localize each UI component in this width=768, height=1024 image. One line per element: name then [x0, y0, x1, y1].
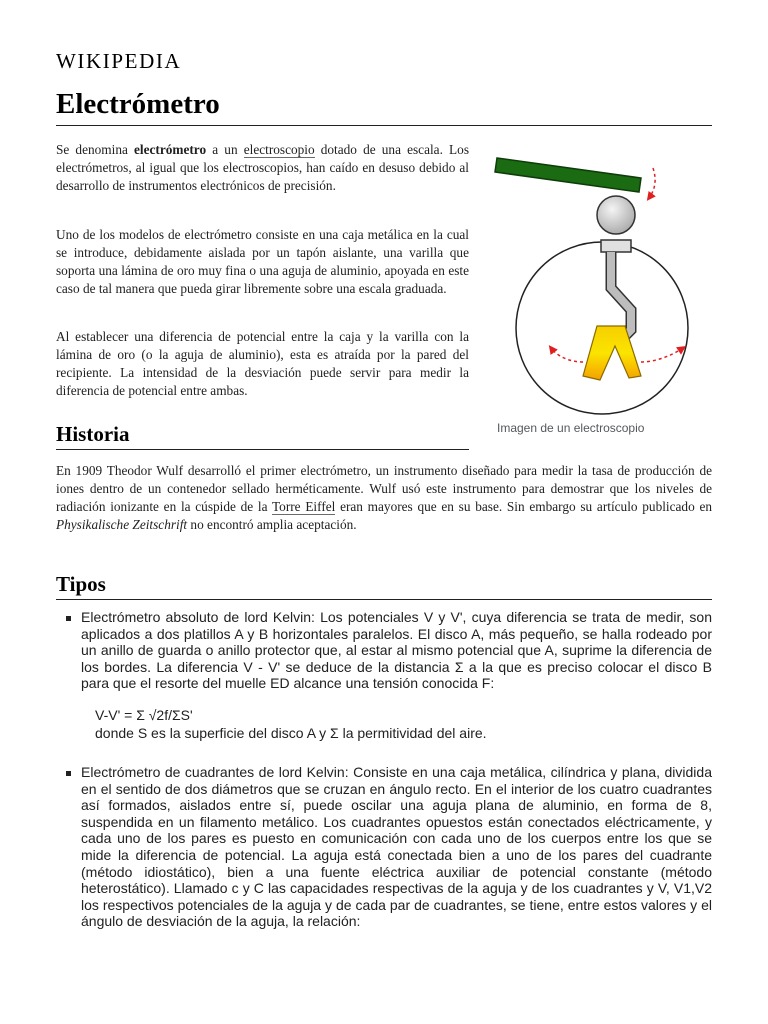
leaf-arrow-left	[551, 348, 583, 362]
charging-rod	[495, 158, 641, 192]
historia-text: no encontró amplia aceptación.	[187, 517, 357, 532]
intro-text: dotado de una escala. Los electrómetros, al igual que los electroscopios, han caído en desuso debido al desarrollo de instrumentos electrónicos de precisión.	[56, 142, 469, 193]
electroscopio-link[interactable]: electroscopio	[243, 142, 315, 157]
intro-text: a un	[206, 142, 244, 157]
intro-paragraph-3: Al establecer una diferencia de potencial entre la caja y la varilla con la lámina de oro (o la aguja de aluminio), esta es atraída por la pared del recipiente. La intensidad de la desviación puede servir para medir la diferencia de potencial entre ambas.	[56, 329, 469, 398]
list-item-text: Electrómetro de cuadrantes de lord Kelvin: Consiste en una caja metálica, cilíndrica y plana, dividida en el sentido de dos diámetros que se cruzan en ángulo recto. En el interior de los cuatro cuadrantes así formados, aislados entre sí, puede oscilar una aguja plana de aluminio, en forma de 8, suspendida en un filamento metálico. Los cuadrantes opuestos están conectados eléctricamente, y cada uno de los pares es puesto en comunicación con cada uno de los cuerpos entre los que se mide la diferencia de potencial. La aguja está conectada bien a uno de los pares del cuadrante (método idiostático), bien a una fuente eléctrica auxiliar de potencial constante (método heterostático). Llamado c y C las capacidades respectivas de la aguja y de los cuadrantes y V, V1,V2 los respectivos potenciales de la aguja y de cada par de cuadrantes, se tiene, entre estos valores y el ángulo de desviación de la aguja, la relación:	[81, 763, 712, 930]
list-item-text: Electrómetro absoluto de lord Kelvin: Los potenciales V y V', cuya diferencia se trata de medir, son aplicados a dos platillos A y B horizontales paralelos. El disco A, más pequeño, se halla rodeado por un anillo de guarda o anillo protector que, al estar al mismo potencial que A, suprime la diferencia de los bordes. La diferencia V - V' se deduce de la distancia Σ a la que es preciso colocar el disco B para que el resorte del muelle ED alcance una tensión conocida F:	[81, 609, 712, 692]
historia-text: En 1909 Theodor Wulf desarrolló el primer electrómetro, un instrumento diseñado para medir la tasa de producción de iones dentro de un contenedor sellado herméticamente. Wulf usó este instrumento para demostrar que los niveles de radiación ionizante en la cúspide de la	[56, 463, 712, 514]
formula-block	[81, 706, 712, 742]
term-bold: electrómetro	[134, 142, 207, 157]
rod-arrow	[649, 168, 655, 198]
intro-paragraph-1	[56, 141, 469, 195]
section-heading-historia: Historia	[56, 420, 469, 450]
list-item	[64, 609, 712, 742]
section-heading-tipos: Tipos	[56, 570, 712, 600]
insulator-plug	[601, 240, 631, 252]
electroscope-figure	[493, 140, 713, 420]
tipos-list	[64, 609, 712, 952]
journal-name: Physikalische Zeitschrift	[56, 517, 188, 532]
wikipedia-logo[interactable]: WIKIPEDIA	[56, 49, 182, 73]
historia-text: eran mayores que en su base. Sin embargo su artículo publicado en	[335, 499, 712, 514]
historia-paragraph	[56, 462, 712, 534]
figure-caption: Imagen de un electroscopio	[497, 421, 645, 435]
torre-eiffel-link[interactable]: Torre Eiffel	[271, 499, 336, 514]
page-title: Electrómetro	[56, 84, 712, 126]
leaf-arrow-right	[641, 348, 683, 362]
intro-paragraph-2: Uno de los modelos de electrómetro consiste en una caja metálica en la cual se introduce, debidamente aislada por un tapón aislante, una varilla que soporta una lámina de oro muy fina o una aguja de aluminio, apoyada en este caso de tal manera que pueda girar libremente sobre una escala graduada.	[56, 227, 469, 296]
formula-note: donde S es la superficie del disco A y Σ la permitividad del aire.	[95, 724, 487, 741]
knob-ball	[597, 196, 635, 234]
list-item	[64, 764, 712, 930]
formula: V-V' = Σ √2f/ΣS'	[95, 706, 193, 723]
intro-text: Se denomina	[56, 142, 135, 157]
